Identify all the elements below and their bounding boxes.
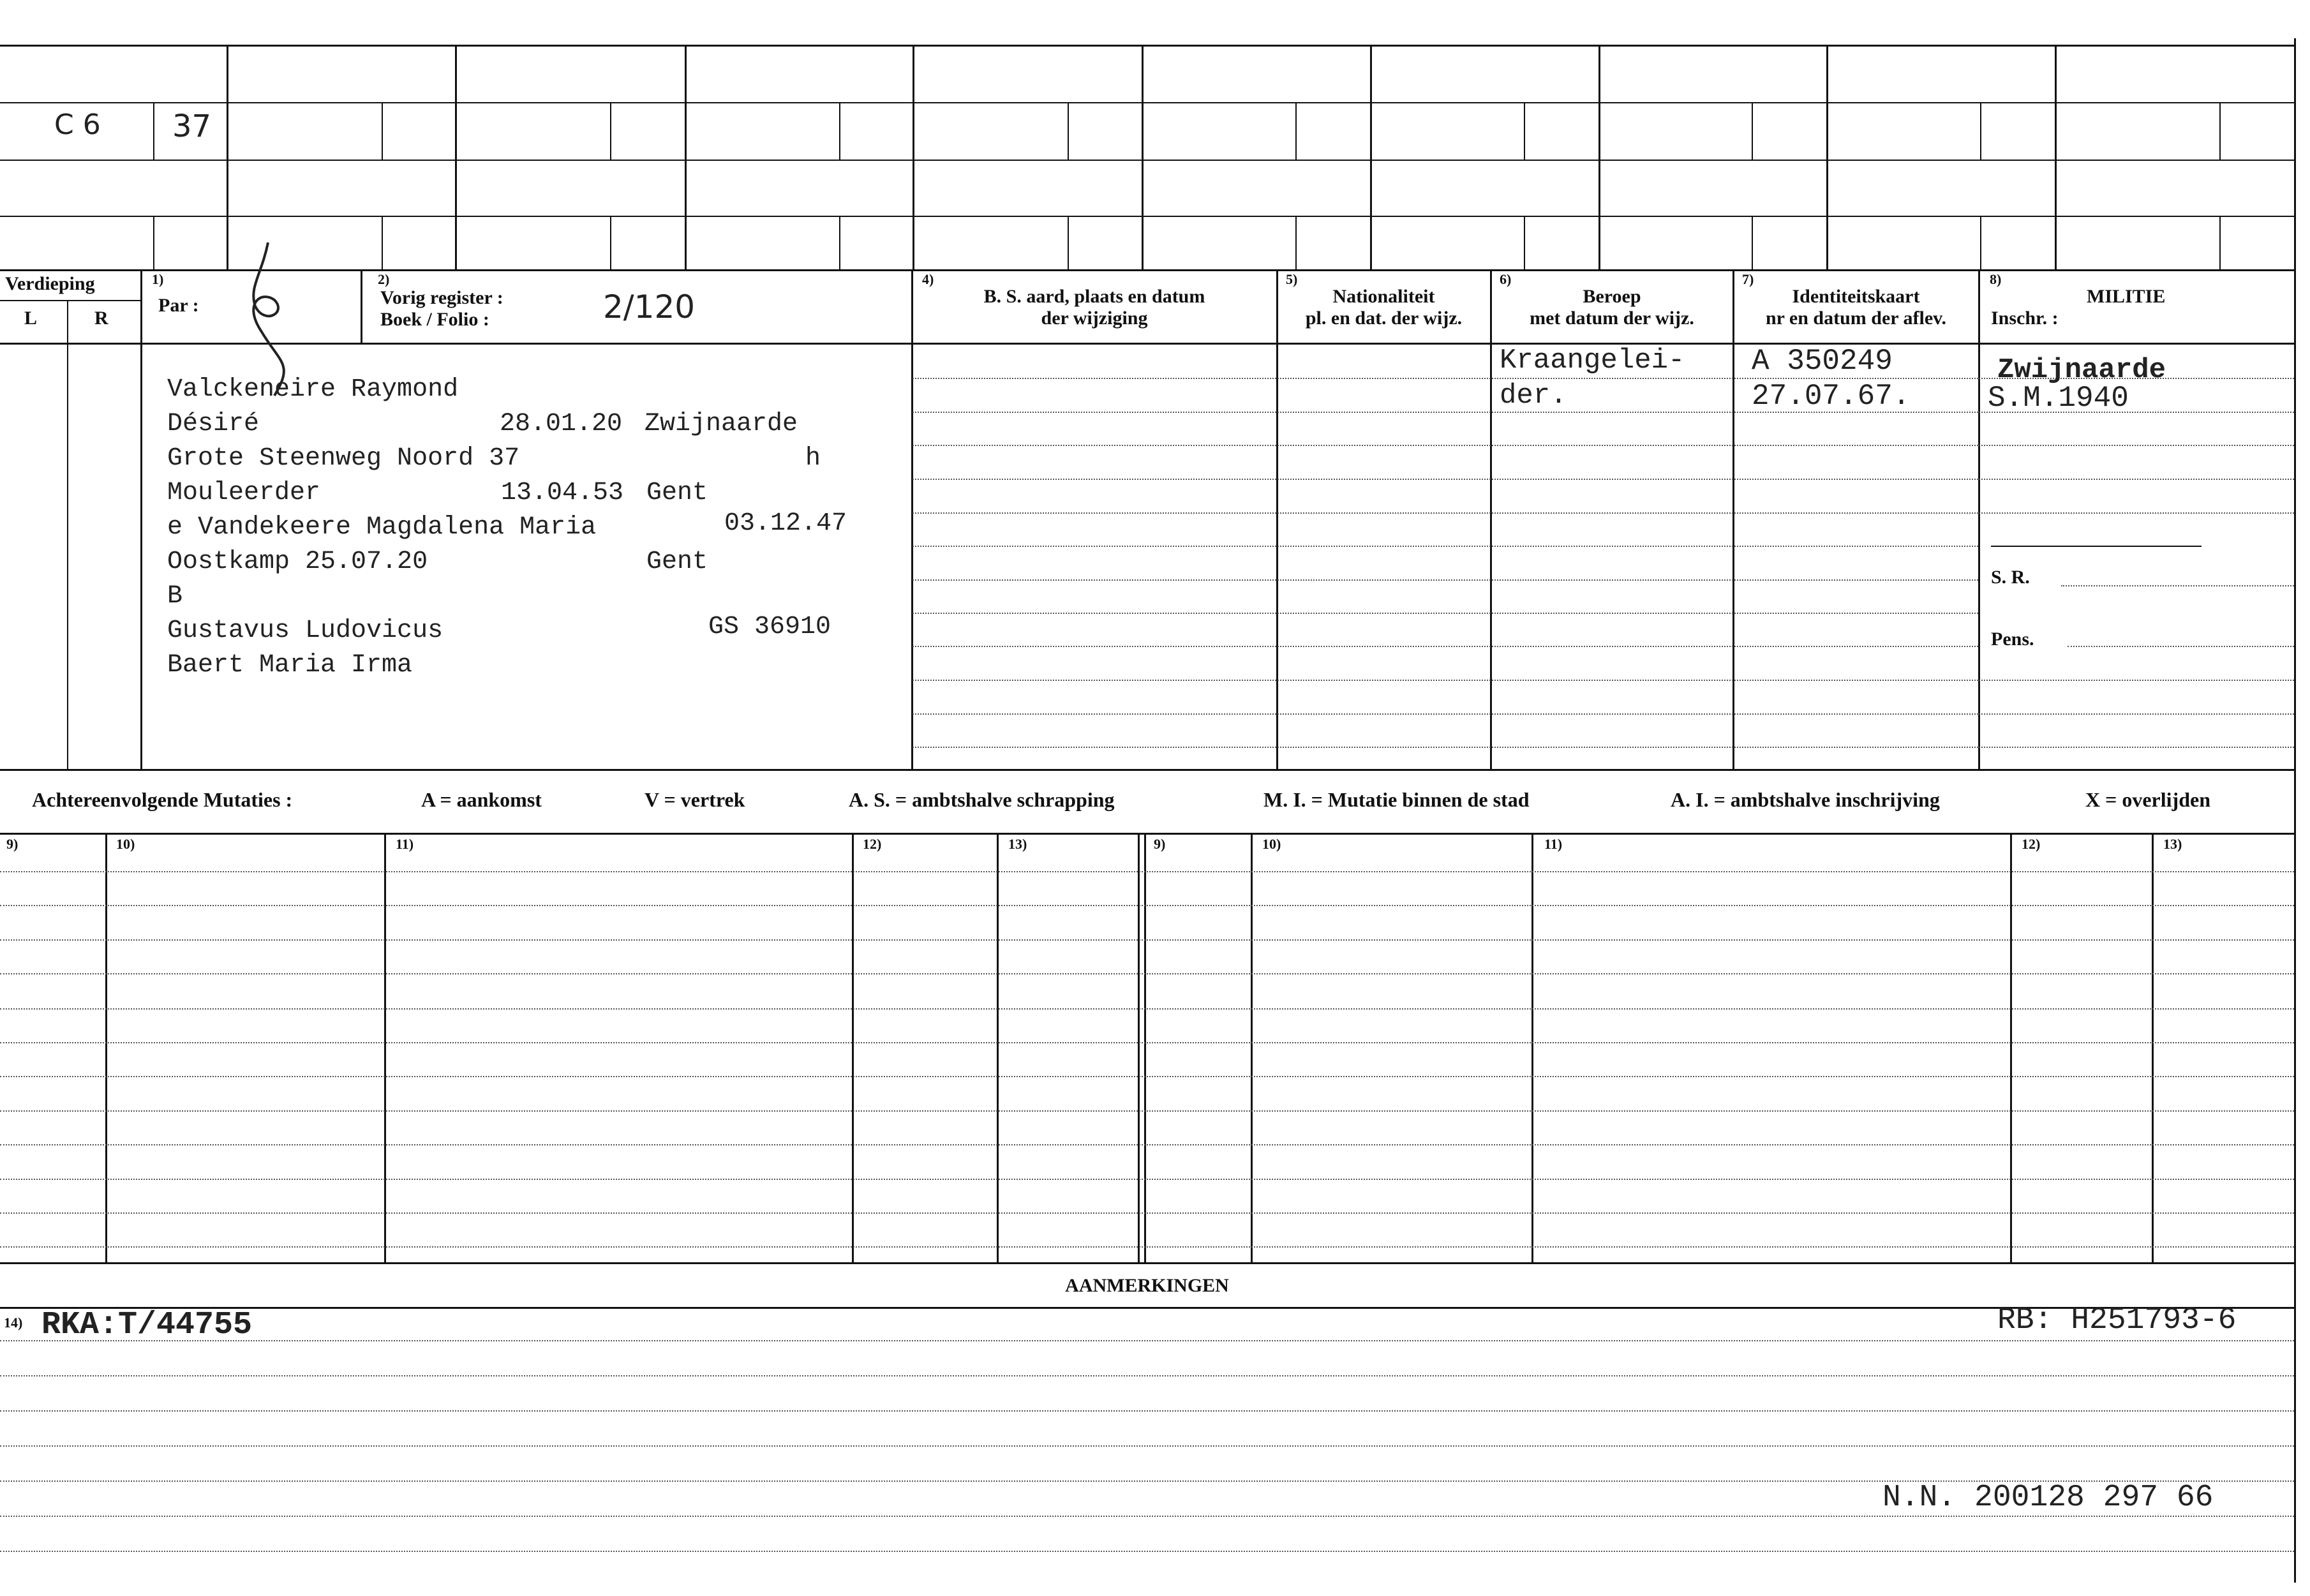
mut-col-10-right: 10) <box>1262 836 1281 852</box>
person-job-place: Gent <box>646 479 708 507</box>
person-address: Grote Steenweg Noord 37 <box>167 444 520 473</box>
mutatie-aankomst: A = aankomst <box>421 788 542 811</box>
rb-code: RB: H251793-6 <box>1997 1303 2237 1338</box>
beroep-num: 6) <box>1500 271 1512 287</box>
mut-col-13-right: 13) <box>2163 836 2182 852</box>
id-value-2: 27.07.67. <box>1752 380 1911 413</box>
mut-col-9-left: 9) <box>6 836 19 852</box>
mutaties-title: Achtereenvolgende Mutaties : <box>32 788 293 811</box>
person-mother: Baert Maria Irma <box>167 651 413 680</box>
col-l-label: L <box>24 308 38 329</box>
mut-col-10-left: 10) <box>116 836 135 852</box>
beroep-label-2: met datum der wijz. <box>1530 308 1694 329</box>
top-code: C 6 <box>54 108 101 141</box>
beroep-value-1: Kraangelei- <box>1500 345 1685 377</box>
mut-col-12-left: 12) <box>863 836 882 852</box>
id-value-1: A 350249 <box>1752 345 1893 378</box>
militie-sr-label: S. R. <box>1991 567 2030 588</box>
par-num: 1) <box>152 271 164 287</box>
vorig-label: Vorig register : <box>380 287 503 308</box>
mil-num: 8) <box>1990 271 2002 287</box>
nat-label-2: pl. en dat. der wijz. <box>1305 308 1463 329</box>
col-r-label: R <box>94 308 108 329</box>
beroep-value-2: der. <box>1500 380 1567 412</box>
person-spouse-place: Gent <box>646 548 708 576</box>
mut-col-13-left: 13) <box>1008 836 1027 852</box>
id-label-2: nr en datum der aflev. <box>1765 308 1947 329</box>
boek-label: Boek / Folio : <box>380 309 489 330</box>
person-birth-place: Zwijnaarde <box>645 410 798 438</box>
person-job: Mouleerder <box>167 479 321 507</box>
bs-num: 4) <box>922 271 934 287</box>
nat-label-1: Nationaliteit <box>1332 286 1435 307</box>
person-code-b: B <box>167 582 183 611</box>
inschr-label: Inschr. : <box>1991 308 2059 329</box>
militie-value-2: S.M.1940 <box>1988 382 2129 415</box>
mut-col-11-right: 11) <box>1544 836 1563 852</box>
bs-label-1: B. S. aard, plaats en datum <box>983 286 1205 307</box>
person-birth-date: 28.01.20 <box>500 410 623 438</box>
mil-label: MILITIE <box>2087 286 2166 307</box>
person-spouse-date: 03.12.47 <box>724 509 847 538</box>
nn-code: N.N. 200128 297 66 <box>1882 1480 2214 1515</box>
nat-num: 5) <box>1286 271 1298 287</box>
person-address-extra: h <box>805 444 821 473</box>
id-label-1: Identiteitskaart <box>1792 286 1920 307</box>
mut-col-11-left: 11) <box>396 836 414 852</box>
mutatie-schrapping: A. S. = ambtshalve schrapping <box>849 788 1115 811</box>
mut-col-9-right: 9) <box>1154 836 1166 852</box>
mutatie-vertrek: V = vertrek <box>645 788 745 811</box>
mutatie-inschrijving: A. I. = ambtshalve inschrijving <box>1671 788 1940 811</box>
person-job-date: 13.04.53 <box>501 479 624 507</box>
person-spouse: e Vandekeere Magdalena Maria <box>167 513 597 542</box>
mutatie-overlijden: X = overlijden <box>2085 788 2210 811</box>
rka-code: RKA:T/44755 <box>41 1307 253 1343</box>
aanmerkingen-num: 14) <box>4 1315 23 1331</box>
person-name: Valckeneire Raymond <box>167 375 459 404</box>
bs-label-2: der wijziging <box>1041 308 1148 329</box>
person-spouse-birth: Oostkamp 25.07.20 <box>167 548 428 576</box>
mut-col-12-right: 12) <box>2022 836 2041 852</box>
aanmerkingen-title: AANMERKINGEN <box>1065 1275 1229 1296</box>
vorig-num: 2) <box>378 271 390 287</box>
mutatie-binnen-stad: M. I. = Mutatie binnen de stad <box>1263 788 1530 811</box>
militie-pens-label: Pens. <box>1991 629 2034 650</box>
verdieping-label: Verdieping <box>5 273 95 294</box>
person-second-name: Désiré <box>167 410 260 438</box>
boek-value: 2/120 <box>603 288 696 325</box>
par-label: Par : <box>158 295 199 316</box>
person-gs-code: GS 36910 <box>708 613 831 641</box>
beroep-label-1: Beroep <box>1583 286 1641 307</box>
id-num: 7) <box>1742 271 1754 287</box>
militie-value-1: Zwijnaarde <box>1997 354 2166 386</box>
top-number: 37 <box>172 108 212 144</box>
person-father: Gustavus Ludovicus <box>167 616 443 645</box>
